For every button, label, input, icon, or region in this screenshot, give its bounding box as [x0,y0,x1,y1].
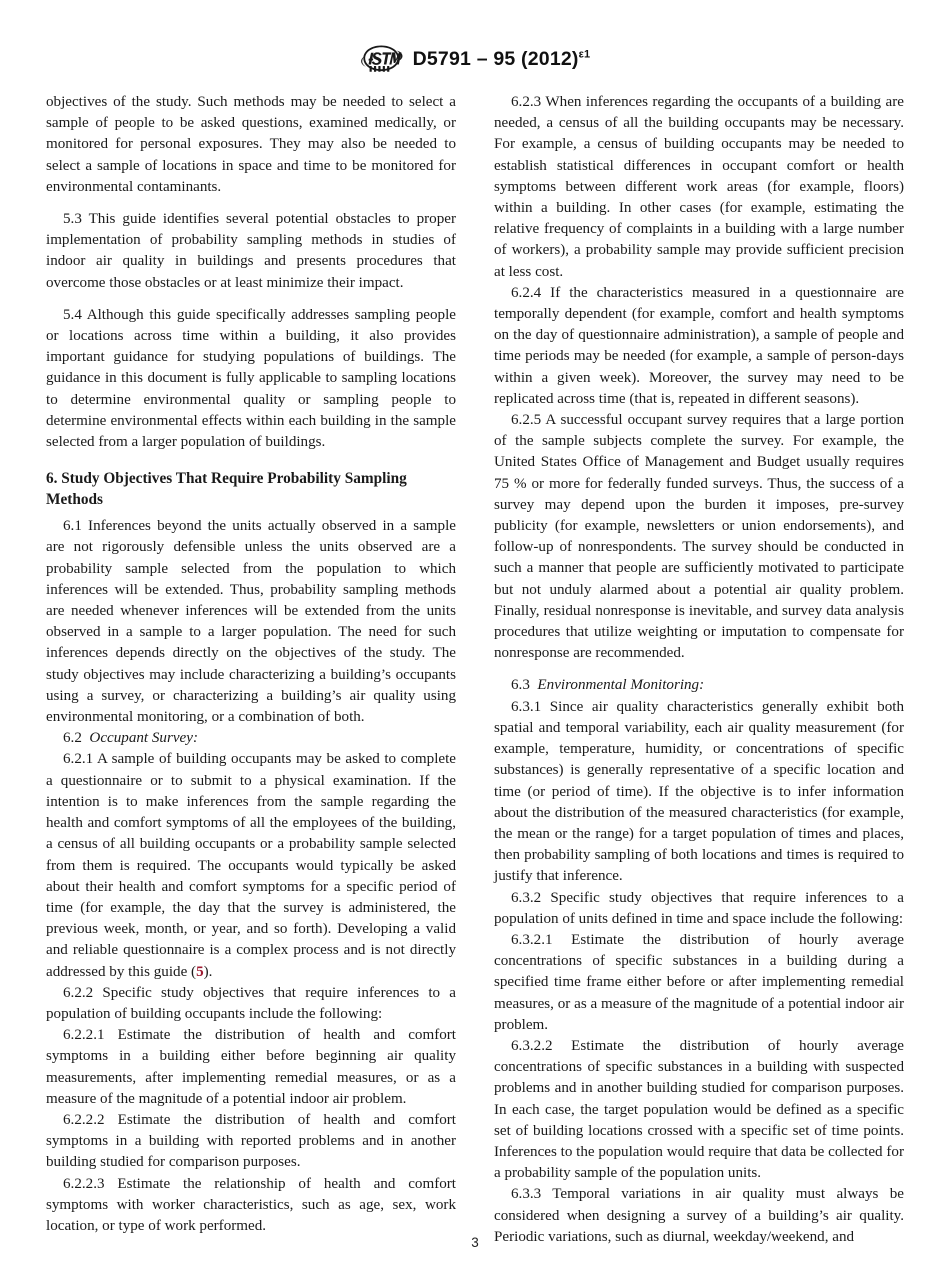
paragraph-6-2-1-text-after-reference: ). [203,963,213,980]
standard-designation [413,48,591,71]
page-number: 3 [471,1235,479,1250]
paragraph-6-2-2-2: 6.2.2.2 Estimate the distribution of health and comfort symptoms in a building with reported problems and in another building studied for comparison purposes. [46,1111,456,1171]
subheading-6-3-title: Environmental Monitoring: [537,677,705,694]
subheading-6-2-number: 6.2 [63,730,82,747]
page-header [0,0,950,80]
paragraph-5-4: 5.4 Although this guide specifically addresses sampling people or locations across time within a building, it also provides important guidance for studying populations of buildings. The guidance in this document is fully applicable to sampling locations to determine environmental quality or sampling people to determine environmental effects within each building in the sample selected from a larger population of buildings. [46,306,456,451]
subheading-6-3-number: 6.3 [511,677,530,694]
right-column [494,92,904,1248]
subheading-6-2 [46,728,456,749]
paragraph-6-2-5: 6.2.5 A successful occupant survey requires that a large portion of the sample subjects complete the survey. For example, the United States Office of Management and Budget usually requires 75 % or more for federally funded surveys. Thus, the success of a survey may depend upon the burden it imposes, pre-survey publicity (for example, newsletters or union endorsements), and follow-up of nonrespondents. The survey should be conducted in such a manner that people are sufficiently motivated to participate but not unduly alarmed about a potential air quality problem. Finally, residual nonresponse is inevitable, and survey data analysis procedures that utilize weighting or imputation to compensate for nonresponse are recommended. [494,412,904,662]
bibliographic-reference-link[interactable]: 5 [196,963,204,980]
paragraph-continuation: objectives of the study. Such methods may be needed to select a sample of people to be asked questions, examined medically, or monitored for personal exposures. They may also be needed to select a sample of locations in space and time to be monitored for environmental contaminants. [46,94,456,195]
paragraph-6-3-2: 6.3.2 Specific study objectives that require inferences to a population of units defined in time and space include the following: [494,889,904,927]
paragraph-6-1: 6.1 Inferences beyond the units actually observed in a sample are not rigorously defensible unless the units observed are a probability sample selected from the population to which inferences will be extended. Thus, probability sampling methods are needed whenever inferences will be extended from the units observed in a sample to a larger population. The need for such inferences depends directly on the objectives of the study. The study objectives may include characterizing a building’s occupants using a survey, or characterizing a building’s air quality using environmental monitoring, or a combination of both. [46,518,456,726]
paragraph-6-2-1 [46,749,456,982]
section-heading-6: 6. Study Objectives That Require Probability Sampling Methods [46,470,407,508]
paragraph-6-2-4: 6.2.4 If the characteristics measured in a questionnaire are temporally dependent (for example, comfort and health symptoms on the day of questionnaire administration), a sample of people and time periods may be needed (for example, a sample of person-days within a given week). Moreover, the survey may need to be replicated across time (that is, repeated in different seasons). [494,284,904,407]
paragraph-6-2-2-1: 6.2.2.1 Estimate the distribution of health and comfort symptoms in a building either before beginning air quality measurements, after implementing remedial measures, or as a measure of the magnitude of a potential indoor air problem. [46,1027,456,1107]
paragraph-6-2-2: 6.2.2 Specific study objectives that require inferences to a population of building occupants include the following: [46,984,456,1022]
astm-logo-icon [360,44,404,74]
paragraph-6-2-3: 6.2.3 When inferences regarding the occupants of a building are needed, a census of all the building occupants may be necessary. For example, a census of building occupants may be needed to establish statistical differences in occupant comfort or health symptoms between different work areas (for example, floors) within a building. In other cases (for example, estimating the relative frequency of complaints in a building with a large number of workers), a probability sample may provide sufficient precision at less cost. [494,94,904,280]
paragraph-6-3-2-2: 6.3.2.2 Estimate the distribution of hourly average concentrations of specific substances in a building with suspected problems and in another building studied for comparison purposes. In each case, the target population would be defined as a specific set of building locations crossed with a specific set of time points. Inferences to the population would require that data be collected for a probability sample of the population units. [494,1037,904,1182]
paragraph-5-3: 5.3 This guide identifies several potential obstacles to proper implementation of probability sampling methods in studies of indoor air quality in buildings and presents procedures that overcome those obstacles or at least minimize their impact. [46,211,456,291]
paragraph-6-3-3: 6.3.3 Temporal variations in air quality must always be considered when designing a survey of a building’s air quality. Periodic variations, such as diurnal, weekday/weekend, and [494,1186,904,1245]
paragraph-6-3-1: 6.3.1 Since air quality characteristics generally exhibit both spatial and temporal variability, each air quality measurement (for example, temperature, humidity, or concentrations of specific substances) is generally representative of a specific location and time (or period of time). If the objective is to infer information about the distribution of the measured characteristics (for example, the mean or the range) for a target population of times and places, then probability sampling of both locations and times is required to justify that inference. [494,698,904,885]
two-column-body [46,92,904,1248]
standard-designation-text: D5791 – 95 (2012) [412,47,579,70]
subheading-6-2-title: Occupant Survey: [89,730,198,747]
paragraph-6-3-2-1: 6.3.2.1 Estimate the distribution of hourly average concentrations of specific substances in a building during a specified time frame either before or after implementing remedial measures, or as a measure of the magnitude of a potential indoor air problem. [494,931,904,1033]
standard-designation-superscript: ε1 [578,48,591,60]
left-column [46,92,456,1248]
paragraph-6-2-1-text-before-reference: 6.2.1 A sample of building occupants may be asked to complete a questionnaire or to submit to a physical examination. If the intention is to make inferences from the sample regarding the health and comfort symptoms of all the employees of the building, a census of all building occupants or a probability sample selected from them is required. The occupants would typically be asked about their health and comfort symptoms for a specific period of time (for example, the day that the survey is administered, the previous week, month, or year, and so forth). Developing a valid and reliable questionnaire is a complex process and is not directly addressed by this guide ( [46,751,456,980]
page-footer [0,1235,950,1250]
subheading-6-3 [494,675,904,696]
paragraph-6-2-2-3: 6.2.2.3 Estimate the relationship of health and comfort symptoms with worker characteristics, such as age, sex, work location, or type of work performed. [46,1175,456,1234]
